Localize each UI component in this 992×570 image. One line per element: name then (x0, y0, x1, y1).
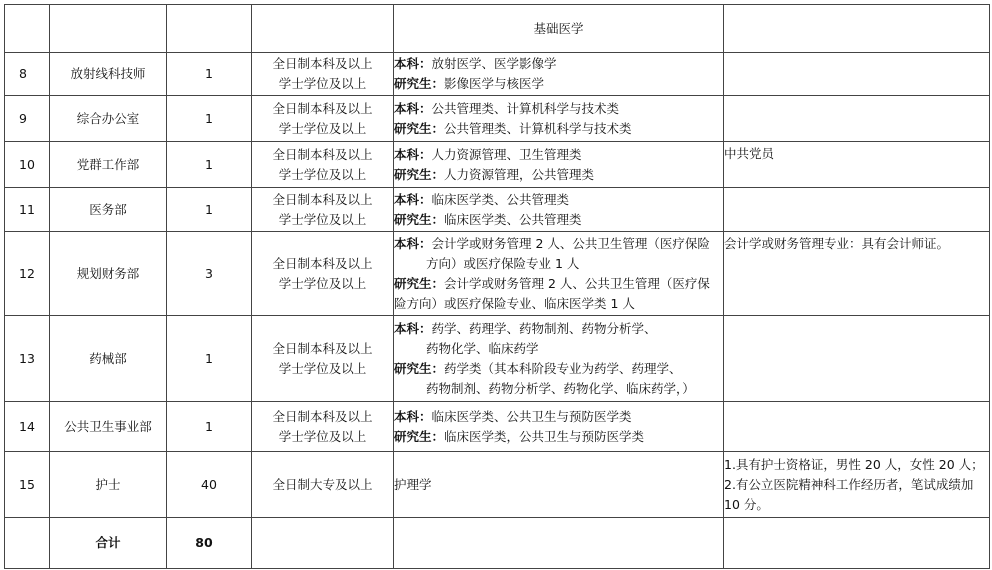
education-requirement (252, 53, 394, 96)
major-text: 临床医学类、公共管理类 (444, 211, 582, 227)
total-row (5, 518, 990, 569)
major-line (394, 210, 723, 230)
education-requirement (252, 402, 394, 452)
major-line (394, 145, 723, 165)
degree-level-label: 研究生： (394, 120, 445, 136)
degree-level-label: 本科： (394, 56, 432, 71)
row-number: 15 (5, 452, 50, 518)
education-line: 全日制本科及以上 (272, 56, 373, 71)
department-name: 医务部 (50, 188, 167, 232)
count-cell (167, 5, 252, 53)
degree-level-label: 研究生： (394, 360, 445, 376)
education-line: 全日制本科及以上 (272, 100, 373, 116)
remark-line: 会计学或财务管理专业：具有会计师证。 (724, 236, 950, 251)
degree-level-label: 研究生： (394, 166, 445, 182)
total-major-cell (394, 518, 724, 569)
major-line (394, 427, 723, 447)
major-text: 药物化学、临床药学 (426, 340, 539, 356)
major-text: 影像医学与核医学 (444, 76, 545, 91)
degree-level-label: 本科： (394, 100, 432, 116)
remark-line: 2.有公立医院精神科工作经历者，笔试成绩加 (724, 476, 974, 492)
major-requirement (394, 402, 724, 452)
edu-cell (252, 5, 394, 53)
degree-level-label: 研究生： (394, 76, 445, 91)
headcount: 3 (167, 232, 252, 316)
education-line: 全日制本科及以上 (272, 340, 373, 356)
major-line (394, 234, 723, 254)
no-cell (5, 5, 50, 53)
major-requirement (394, 188, 724, 232)
headcount: 1 (167, 402, 252, 452)
education-requirement (252, 452, 394, 518)
department-name: 公共卫生事业部 (50, 402, 167, 452)
major-text: 护理学 (394, 476, 432, 492)
major-text: 人力资源管理、卫生管理类 (431, 146, 582, 162)
major-line (394, 359, 723, 379)
department-name: 药械部 (50, 316, 167, 402)
total-label: 合计 (50, 518, 167, 569)
degree-line: 学士学位及以上 (278, 360, 367, 376)
degree-level-label: 本科： (394, 408, 432, 424)
department-name: 放射线科技师 (50, 53, 167, 96)
dept-cell (50, 5, 167, 53)
education-line: 全日制大专及以上 (272, 476, 373, 492)
department-name: 护士 (50, 452, 167, 518)
department-name: 综合办公室 (50, 96, 167, 142)
degree-line: 学士学位及以上 (278, 166, 367, 182)
total-edu-cell (252, 518, 394, 569)
major-text: 基础医学 (533, 20, 584, 36)
row-number: 14 (5, 402, 50, 452)
remark-cell (724, 232, 990, 316)
major-line (394, 190, 723, 210)
degree-level-label: 研究生： (394, 275, 445, 291)
major-text: 临床医学类、公共卫生与预防医学类 (431, 408, 632, 424)
remark-line: 10 分。 (724, 496, 769, 512)
table-row (5, 402, 990, 452)
major-text: 公共管理类、计算机科学与技术类 (431, 100, 620, 116)
remark-cell (724, 142, 990, 188)
education-requirement (252, 316, 394, 402)
major-cell (394, 5, 724, 53)
major-requirement (394, 142, 724, 188)
major-line (394, 475, 723, 495)
major-requirement (394, 316, 724, 402)
education-line: 全日制本科及以上 (272, 191, 373, 207)
major-line (394, 54, 723, 74)
degree-level-label: 本科： (394, 191, 432, 207)
row-number: 8 (5, 53, 50, 96)
table-row (5, 142, 990, 188)
remark-line: 1.具有护士资格证，男性 20 人，女性 20 人； (724, 456, 984, 472)
degree-line: 学士学位及以上 (278, 275, 367, 291)
degree-level-label: 本科： (394, 320, 432, 336)
headcount: 1 (167, 142, 252, 188)
major-text: 药物制剂、药物分析学、药物化学、临床药学，） (426, 380, 695, 396)
row-number: 11 (5, 188, 50, 232)
table-row (5, 452, 990, 518)
degree-line: 学士学位及以上 (278, 120, 367, 136)
education-requirement (252, 96, 394, 142)
major-requirement (394, 53, 724, 96)
major-text: 药学、药理学、药物制剂、药物分析学、 (431, 320, 657, 336)
major-text: 险方向）或医疗保险专业、临床医学类 1 人 (394, 295, 635, 311)
row-number: 13 (5, 316, 50, 402)
row-number: 12 (5, 232, 50, 316)
education-line: 全日制本科及以上 (272, 408, 373, 424)
education-requirement (252, 188, 394, 232)
education-requirement (252, 232, 394, 316)
headcount: 1 (167, 316, 252, 402)
remark-cell (724, 452, 990, 518)
total-no-cell (5, 518, 50, 569)
major-line (394, 274, 723, 294)
recruitment-table (4, 4, 990, 569)
remark-cell (724, 53, 990, 96)
remark-cell (724, 316, 990, 402)
row-number: 10 (5, 142, 50, 188)
table-row (5, 232, 990, 316)
department-name: 规划财务部 (50, 232, 167, 316)
table-row-top (5, 5, 990, 53)
degree-level-label: 研究生： (394, 428, 445, 444)
major-text: 人力资源管理，公共管理类 (444, 166, 595, 182)
degree-line: 学士学位及以上 (278, 76, 367, 91)
major-line (394, 319, 723, 339)
major-line (394, 165, 723, 185)
major-text: 公共管理类、计算机科学与技术类 (444, 120, 632, 136)
table-row (5, 53, 990, 96)
degree-level-label: 本科： (394, 146, 432, 162)
headcount: 1 (167, 96, 252, 142)
major-text: 方向）或医疗保险专业 1 人 (426, 255, 580, 271)
major-text: 临床医学类、公共管理类 (431, 191, 570, 207)
table-row (5, 316, 990, 402)
degree-line: 学士学位及以上 (278, 211, 367, 227)
degree-level-label: 研究生： (394, 211, 445, 227)
major-requirement (394, 96, 724, 142)
table-row (5, 96, 990, 142)
major-text: 放射医学、医学影像学 (431, 56, 557, 71)
education-line: 全日制本科及以上 (272, 255, 373, 271)
major-text: 临床医学类，公共卫生与预防医学类 (444, 428, 645, 444)
remark-line: 中共党员 (724, 146, 775, 161)
major-line (394, 254, 723, 274)
row-number: 9 (5, 96, 50, 142)
total-remark-cell (724, 518, 990, 569)
major-line (394, 74, 723, 94)
major-text: 会计学或财务管理 2 人、公共卫生管理（医疗保险 (431, 235, 710, 251)
table-row (5, 188, 990, 232)
headcount: 40 (167, 452, 252, 518)
remark-cell (724, 96, 990, 142)
major-line (394, 407, 723, 427)
remark-cell (724, 188, 990, 232)
remark-cell (724, 5, 990, 53)
department-name: 党群工作部 (50, 142, 167, 188)
major-requirement (394, 232, 724, 316)
major-line (394, 339, 723, 359)
major-line (394, 119, 723, 139)
education-line: 全日制本科及以上 (272, 146, 373, 162)
major-line (394, 294, 723, 314)
major-text: 药学类（其本科阶段专业为药学、药理学、 (444, 360, 682, 376)
major-line (394, 99, 723, 119)
education-requirement (252, 142, 394, 188)
major-line (394, 379, 723, 399)
total-count: 80 (167, 518, 252, 569)
major-text: 会计学或财务管理 2 人、公共卫生管理（医疗保 (444, 275, 710, 291)
remark-cell (724, 402, 990, 452)
headcount: 1 (167, 188, 252, 232)
degree-level-label: 本科： (394, 235, 432, 251)
major-requirement (394, 452, 724, 518)
headcount: 1 (167, 53, 252, 96)
degree-line: 学士学位及以上 (278, 428, 367, 444)
